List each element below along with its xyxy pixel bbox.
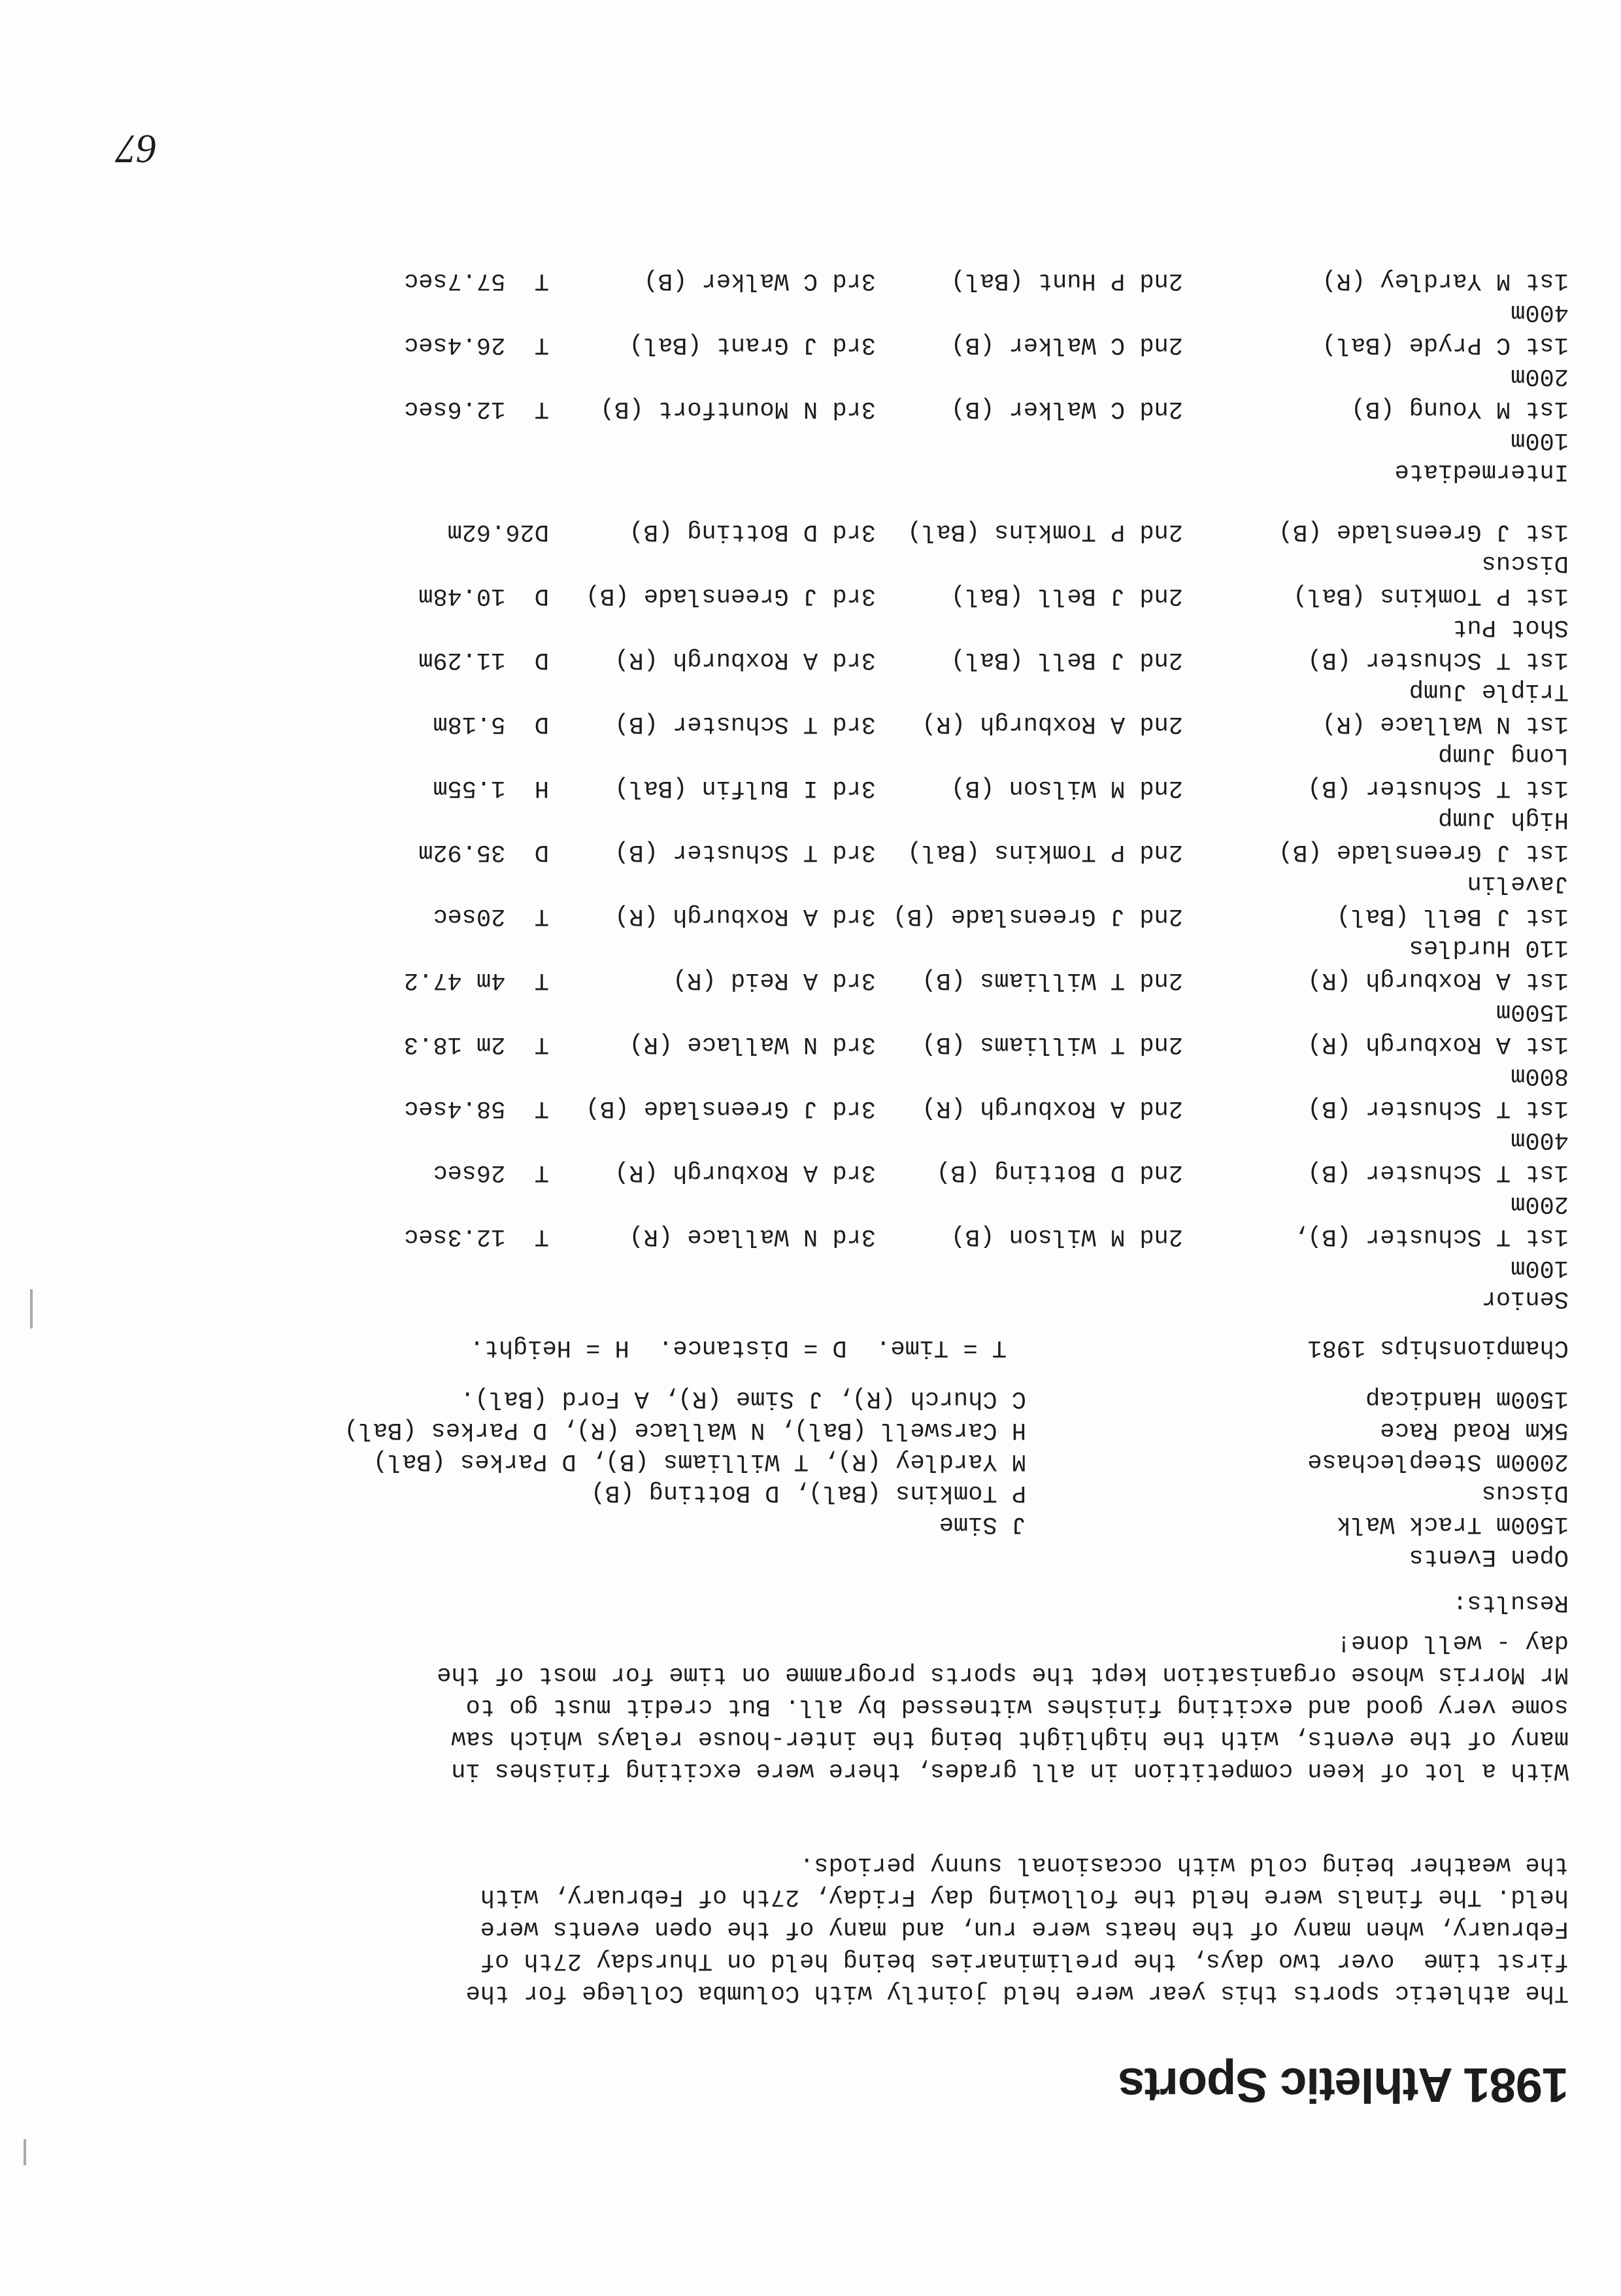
winning-result: H 1.55m: [433, 774, 549, 802]
summary-line: many of the events, with the highlight being the inter-house relays which saw: [451, 1725, 1569, 1752]
senior-heading: Senior: [1481, 1285, 1569, 1312]
first-place: 1st P Tomkins (Bal): [1293, 582, 1569, 609]
first-place: 1st J Bell (Bal): [1336, 902, 1569, 930]
winning-result: T 4m 47.2: [403, 966, 549, 994]
result-row: [52, 642, 1569, 673]
winning-result: T 12.3sec: [403, 1223, 549, 1250]
event-name: Discus: [1481, 549, 1569, 577]
result-row: [52, 1219, 1569, 1250]
result-row: [52, 327, 1569, 358]
open-event-name: 1500m Handicap: [1365, 1385, 1569, 1412]
third-place: 3rd C Walker (B): [643, 267, 876, 294]
second-place: 2nd P Tomkins (Bal): [907, 518, 1183, 545]
championships-header: [52, 1330, 1569, 1361]
first-place: 1st A Roxburgh (R): [1307, 1030, 1569, 1058]
second-place: 2nd C Walker (B): [950, 395, 1183, 422]
first-place: 1st M Young (B): [1350, 395, 1569, 422]
result-row: [52, 962, 1569, 994]
winning-result: T 26.4sec: [403, 331, 549, 358]
result-row: [52, 1090, 1569, 1122]
event-name: 100m: [1511, 426, 1569, 454]
open-event-name: 2000m Steeplechase: [1307, 1447, 1569, 1475]
result-row: [52, 578, 1569, 609]
margin-mark: [30, 1289, 33, 1328]
winning-result: T 2m 18.3: [403, 1030, 549, 1058]
open-event-placings: J Sime: [939, 1510, 1026, 1538]
event-name: 110 Hurdles: [1409, 934, 1569, 961]
open-event-name: 1500m Track Walk: [1336, 1510, 1569, 1538]
third-place: 3rd I Bulfin (Bal): [614, 774, 876, 802]
second-place: 2nd T Williams (B): [922, 966, 1183, 994]
winning-result: T 26sec: [433, 1158, 549, 1186]
intro-line: first time over two days, the preliminaries being held on Thursday 27th of: [480, 1947, 1569, 1974]
summary-line: With a lot of keen competition in all grades, there were exciting finishes in: [451, 1757, 1569, 1784]
open-event-row: [52, 1443, 1569, 1475]
open-event-placings: M Yardley (R), T Williams (B), D Parkes (Bal): [373, 1447, 1026, 1475]
second-place: 2nd J Bell (Bal): [950, 582, 1183, 609]
second-place: 2nd P Tomkins (Bal): [907, 838, 1183, 866]
open-event-placings: P Tomkins (Bal), D Botting (B): [590, 1479, 1026, 1506]
result-row: [52, 1155, 1569, 1186]
second-place: 2nd D Botting (B): [936, 1158, 1183, 1186]
open-event-row: [52, 1475, 1569, 1506]
margin-mark: [24, 2139, 26, 2165]
event-name: 100m: [1511, 1254, 1569, 1281]
championships-heading: Championships 1981: [1307, 1334, 1569, 1361]
winning-result: T 20sec: [433, 902, 549, 930]
event-name: Shot Put: [1452, 613, 1569, 641]
intro-line: held. The finals were held the following day Friday, 27th of February, with: [480, 1883, 1569, 1910]
intro-paragraph: [52, 1848, 1569, 2008]
winning-result: T 12.6sec: [403, 395, 549, 422]
summary-paragraph: [52, 1626, 1569, 1786]
second-place: 2nd J Greenslade (B): [892, 902, 1183, 930]
results-heading: Results:: [1452, 1589, 1569, 1616]
third-place: 3rd A Reid (R): [673, 966, 876, 994]
winning-result: T 57.7sec: [403, 267, 549, 294]
first-place: 1st T Schuster (B): [1307, 646, 1569, 673]
third-place: 3rd N Mountfort (B): [600, 395, 876, 422]
third-place: 3rd J Greenslade (B): [585, 582, 876, 609]
second-place: 2nd C Walker (B): [950, 331, 1183, 358]
result-row: [52, 706, 1569, 737]
first-place: 1st T Schuster (B): [1307, 1158, 1569, 1186]
event-name: Long Jump: [1438, 741, 1569, 769]
second-place: 2nd M Wilson (B): [950, 1223, 1183, 1250]
result-row: [52, 263, 1569, 294]
third-place: 3rd A Roxburgh (R): [614, 902, 876, 930]
open-event-placings: C Church (R), J Sime (R), A Ford (Bal).: [460, 1385, 1026, 1412]
second-place: 2nd A Roxburgh (R): [922, 710, 1183, 737]
event-name: Javelin: [1467, 869, 1569, 897]
first-place: 1st T Schuster (B): [1307, 1094, 1569, 1122]
third-place: 3rd J Grant (Bal): [629, 331, 876, 358]
open-event-name: Discus: [1481, 1479, 1569, 1506]
intermediate-heading: Intermediate: [1394, 458, 1569, 485]
second-place: 2nd A Roxburgh (R): [922, 1094, 1183, 1122]
open-events-heading: Open Events: [1409, 1543, 1569, 1570]
event-name: 200m: [1511, 362, 1569, 390]
winning-result: D 35.92m: [418, 838, 549, 866]
open-event-row: [52, 1506, 1569, 1538]
second-place: 2nd J Bell (Bal): [950, 646, 1183, 673]
summary-line: some very good and exciting finishes witnessed by all. But credit must go to: [465, 1693, 1569, 1720]
page-number: 67: [116, 126, 157, 171]
event-name: Triple Jump: [1409, 677, 1569, 705]
open-event-placings: H Carswell (Bal), N Wallace (R), D Parkes (Bal): [344, 1416, 1026, 1443]
intro-line: February, when many of the heats were run, and many of the open events were: [480, 1915, 1569, 1942]
event-name: 800m: [1511, 1062, 1569, 1089]
first-place: 1st A Roxburgh (R): [1307, 966, 1569, 994]
result-row: [52, 834, 1569, 866]
result-row: [52, 514, 1569, 545]
summary-line: day - well done!: [1336, 1629, 1569, 1656]
event-name: 400m: [1511, 1126, 1569, 1153]
third-place: 3rd N Wallace (R): [629, 1030, 876, 1058]
first-place: 1st T Schuster (B),: [1293, 1223, 1569, 1250]
event-name: 400m: [1511, 298, 1569, 326]
open-event-row: [52, 1412, 1569, 1443]
first-place: 1st C Pryde (Bal): [1322, 331, 1569, 358]
winning-result: D26.62m: [447, 518, 549, 545]
second-place: 2nd M Wilson (B): [950, 774, 1183, 802]
event-name: High Jump: [1438, 805, 1569, 833]
result-row: [52, 391, 1569, 422]
second-place: 2nd P Hunt (Bal): [950, 267, 1183, 294]
third-place: 3rd J Greenslade (B): [585, 1094, 876, 1122]
intro-line: the weather being cold with occasional sunny periods.: [799, 1851, 1569, 1878]
open-event-name: 5Km Road Race: [1380, 1416, 1569, 1443]
third-place: 3rd T Schuster (B): [614, 838, 876, 866]
event-name: 200m: [1511, 1190, 1569, 1217]
summary-line: Mr Morris whose organisation kept the sports programme on time for most of the: [437, 1661, 1569, 1688]
open-event-row: [52, 1381, 1569, 1412]
first-place: 1st N Wallace (R): [1322, 710, 1569, 737]
page-title: 1981 Athletic Sports: [1118, 2058, 1569, 2112]
third-place: 3rd T Schuster (B): [614, 710, 876, 737]
second-place: 2nd T Williams (B): [922, 1030, 1183, 1058]
third-place: 3rd D Botting (B): [629, 518, 876, 545]
result-row: [52, 770, 1569, 802]
first-place: 1st T Schuster (B): [1307, 774, 1569, 802]
third-place: 3rd A Roxburgh (R): [614, 1158, 876, 1186]
first-place: 1st J Greenslade (B): [1278, 838, 1569, 866]
championships-key: T = Time. D = Distance. H = Height.: [469, 1334, 1007, 1361]
winning-result: D 10.48m: [418, 582, 549, 609]
result-row: [52, 898, 1569, 930]
winning-result: D 11.29m: [418, 646, 549, 673]
result-row: [52, 1026, 1569, 1058]
third-place: 3rd A Roxburgh (R): [614, 646, 876, 673]
winning-result: D 5.18m: [433, 710, 549, 737]
event-name: 1500m: [1496, 998, 1569, 1025]
first-place: 1st M Yardley (R): [1322, 267, 1569, 294]
third-place: 3rd N Wallace (R): [629, 1223, 876, 1250]
winning-result: T 58.4sec: [403, 1094, 549, 1122]
intro-line: The athletic sports this year were held jointly with Columba College for the: [465, 1979, 1569, 2006]
first-place: 1st J Greenslade (B): [1278, 518, 1569, 545]
